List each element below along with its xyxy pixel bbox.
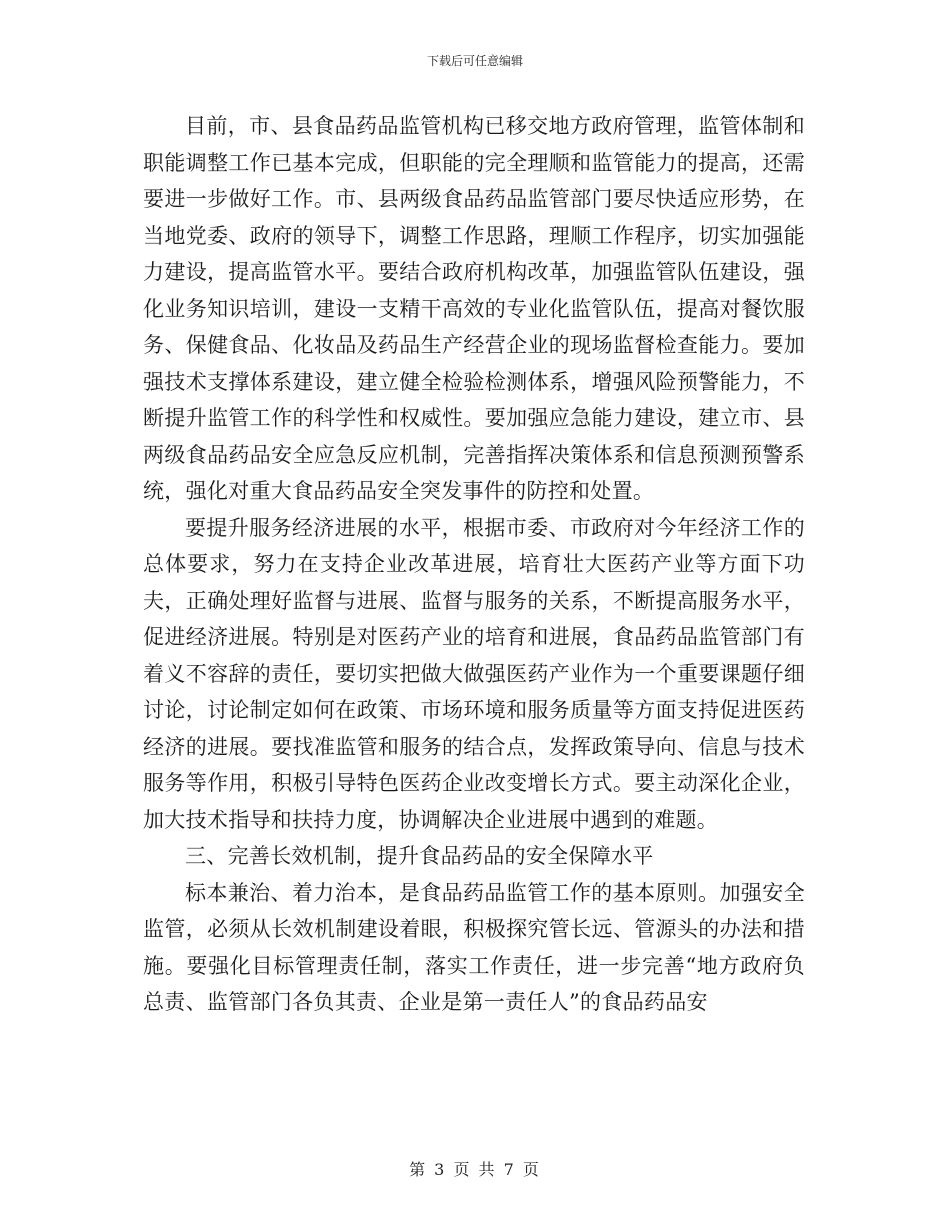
paragraph-1: 目前，市、县食品药品监管机构已移交地方政府管理，监管体制和职能调整工作已基本完成，但职能的完全理顺和监管能力的提高，还需要进一步做好工作。市、县两级食品药品监管部门要尽快适应形势，在当地党委、政府的领导下，调整工作思路，理顺工作程序，切实加强能力建设，提高监管水平。要结合政府机构改革，加强监管队伍建设，强化业务知识培训，建设一支精干高效的专业化监管队伍，提高对餐饮服务、保健食品、化妆品及药品生产经营企业的现场监督检查能力。要加强技术支撑体系建设，建立健全检验检测体系，增强风险预警能力，不断提升监管工作的科学性和权威性。要加强应急能力建设，建立市、县两级食品药品安全应急反应机制，完善指挥决策体系和信息预测预警系统，强化对重大食品药品安全突发事件的防控和处置。 (143, 114, 805, 503)
paragraph-3: 标本兼治、着力治本，是食品药品监管工作的基本原则。加强安全监管，必须从长效机制建设着眼，积极探究管长远、管源头的办法和措施。要强化目标管理责任制，落实工作责任，进一步完善“地方政府负总责、监管部门各负其责、企业是第一责任人”的食品药品安 (143, 880, 805, 1014)
document-body (143, 108, 805, 1021)
paragraph-2: 要提升服务经济进展的水平，根据市委、市政府对今年经济工作的总体要求，努力在支持企业改革进展，培育壮大医药产业等方面下功夫，正确处理好监督与进展、监督与服务的关系，不断提高服务水平，促进经济进展。特别是对医药产业的培育和进展，食品药品监管部门有着义不容辞的责任，要切实把做大做强医药产业作为一个重要课题仔细讨论，讨论制定如何在政策、市场环境和服务质量等方面支持促进医药经济的进展。要找准监管和服务的结合点，发挥政策导向、信息与技术服务等作用，积极引导特色医药企业改变增长方式。要主动深化企业，加大技术指导和扶持力度，协调解决企业进展中遇到的难题。 (143, 515, 805, 832)
page-number-footer: 第 3 页 共 7 页 (409, 1160, 541, 1179)
page-header: 下载后可任意编辑 (426, 54, 523, 68)
section-heading: 三、完善长效机制，提升食品药品的安全保障水平 (185, 844, 654, 868)
